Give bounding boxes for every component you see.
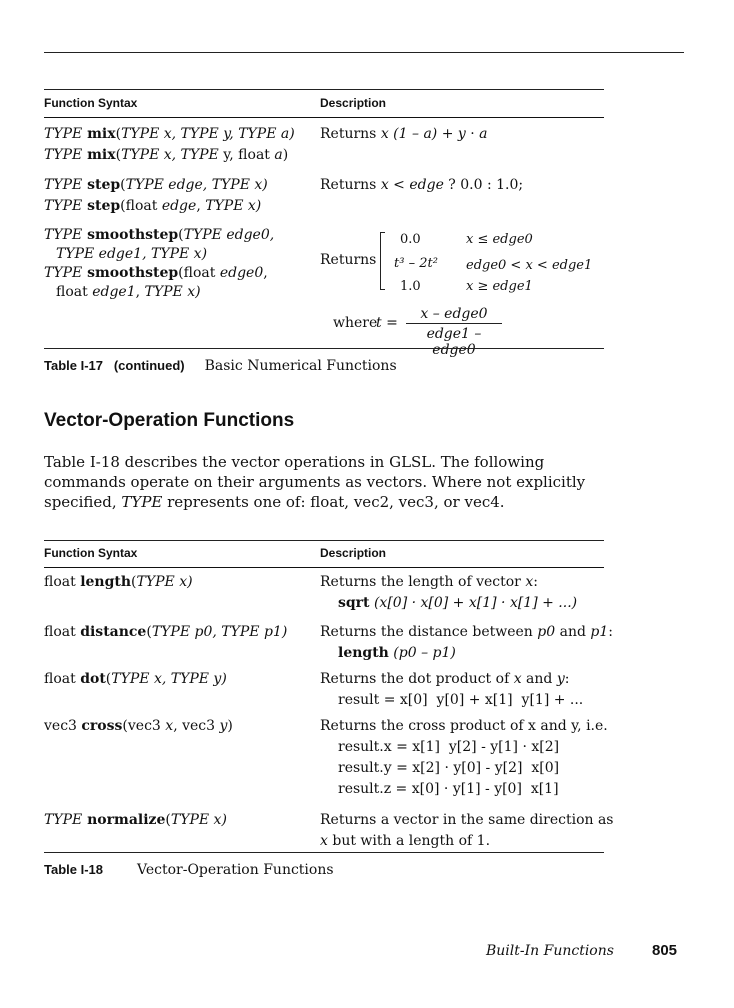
distance-syntax: float distance(TYPE p0, TYPE p1) <box>44 624 288 640</box>
smoothstep-syntax-line: float edge1, TYPE x) <box>56 284 201 300</box>
smoothstep-t-equals: t = <box>376 315 398 331</box>
smoothstep-case-value: t³ – 2t² <box>394 256 438 271</box>
paragraph-line: commands operate on their arguments as vectors. Where not explicitly <box>44 473 586 491</box>
cross-syntax: vec3 cross(vec3 x, vec3 y) <box>44 718 233 734</box>
table-17-bottom-rule <box>44 348 604 349</box>
description-line: Returns the distance between p0 and p1: <box>320 624 613 640</box>
description-line: Returns the dot product of x and y: <box>320 671 570 687</box>
smoothstep-case-condition: edge0 < x < edge1 <box>466 258 593 273</box>
mix-syntax-line: TYPE mix(TYPE x, TYPE y, TYPE a) <box>44 126 295 142</box>
mix-syntax-line: TYPE mix(TYPE x, TYPE y, float a) <box>44 147 289 163</box>
mix-syntax <box>44 124 295 166</box>
normalize-description <box>320 810 614 852</box>
table-18-caption <box>44 862 334 878</box>
section-paragraph <box>44 452 585 512</box>
table-18-bottom-rule <box>44 852 604 853</box>
length-syntax: float length(TYPE x) <box>44 574 193 590</box>
smoothstep-syntax-line: TYPE smoothstep(float edge0, <box>44 265 268 281</box>
smoothstep-case-condition: x ≤ edge0 <box>466 232 533 247</box>
smoothstep-case-value: 1.0 <box>400 279 421 294</box>
paragraph-line: Table I-18 describes the vector operations in GLSL. The following <box>44 453 545 471</box>
smoothstep-syntax <box>44 226 274 302</box>
table-18-caption-label: Table I-18 <box>44 862 104 877</box>
step-syntax-line: TYPE step(TYPE edge, TYPE x) <box>44 177 268 193</box>
table-18-header-description: Description <box>320 546 387 560</box>
dot-description <box>320 669 583 711</box>
dot-syntax: float dot(TYPE x, TYPE y) <box>44 671 227 687</box>
smoothstep-returns-label: Returns <box>320 252 377 268</box>
distance-description <box>320 622 613 664</box>
step-description: Returns x < edge ? 0.0 : 1.0; <box>320 177 524 193</box>
description-line: Returns a vector in the same direction as <box>320 812 614 828</box>
smoothstep-where-label: where <box>333 315 378 331</box>
page-top-rule <box>44 52 684 53</box>
paragraph-line: specified, TYPE represents one of: float, vec2, vec3, or vec4. <box>44 493 505 511</box>
running-head: Built-In Functions <box>486 943 614 959</box>
table-17-top-rule <box>44 89 604 90</box>
step-syntax <box>44 175 268 217</box>
cross-description <box>320 716 608 800</box>
description-line: Returns the cross product of x and y, i.e. <box>320 718 608 734</box>
table-17-header-rule <box>44 117 604 118</box>
page-number: 805 <box>652 942 678 959</box>
smoothstep-case-condition: x ≥ edge1 <box>466 279 533 294</box>
table-17-header-description: Description <box>320 96 387 110</box>
mix-description: Returns x (1 – a) + y · a <box>320 126 488 142</box>
table-18-caption-title: Vector-Operation Functions <box>137 862 334 878</box>
table-18-header-rule <box>44 567 604 568</box>
smoothstep-numerator: x – edge0 <box>420 306 488 322</box>
description-line: x but with a length of 1. <box>320 833 491 849</box>
description-line: sqrt (x[0] · x[0] + x[1] · x[1] + ...) <box>338 595 578 611</box>
smoothstep-denominator: edge1 – edge0 <box>426 326 482 358</box>
table-17-caption <box>44 358 397 374</box>
smoothstep-case-brace <box>380 232 385 290</box>
table-18-top-rule <box>44 540 604 541</box>
table-17-caption-title: Basic Numerical Functions <box>204 358 397 374</box>
table-17-caption-label: Table I-17 (continued) <box>44 358 185 373</box>
description-line: result = x[0] y[0] + x[1] y[1] + ... <box>338 692 584 708</box>
smoothstep-syntax-line: TYPE edge1, TYPE x) <box>56 246 208 262</box>
normalize-syntax: TYPE normalize(TYPE x) <box>44 812 227 828</box>
smoothstep-syntax-line: TYPE smoothstep(TYPE edge0, <box>44 227 275 243</box>
table-17-header-syntax: Function Syntax <box>44 96 138 110</box>
length-description <box>320 572 577 614</box>
description-line: Returns the length of vector x: <box>320 574 538 590</box>
description-line: result.z = x[0] · y[1] - y[0] x[1] <box>338 781 559 797</box>
section-heading: Vector-Operation Functions <box>44 410 295 431</box>
description-line: result.x = x[1] y[2] - y[1] · x[2] <box>338 739 560 755</box>
table-18-header-syntax: Function Syntax <box>44 546 138 560</box>
smoothstep-case-value: 0.0 <box>400 232 421 247</box>
description-line: result.y = x[2] · y[0] - y[2] x[0] <box>338 760 560 776</box>
step-syntax-line: TYPE step(float edge, TYPE x) <box>44 198 262 214</box>
smoothstep-fraction-bar <box>406 323 502 324</box>
description-line: length (p0 – p1) <box>338 645 456 661</box>
